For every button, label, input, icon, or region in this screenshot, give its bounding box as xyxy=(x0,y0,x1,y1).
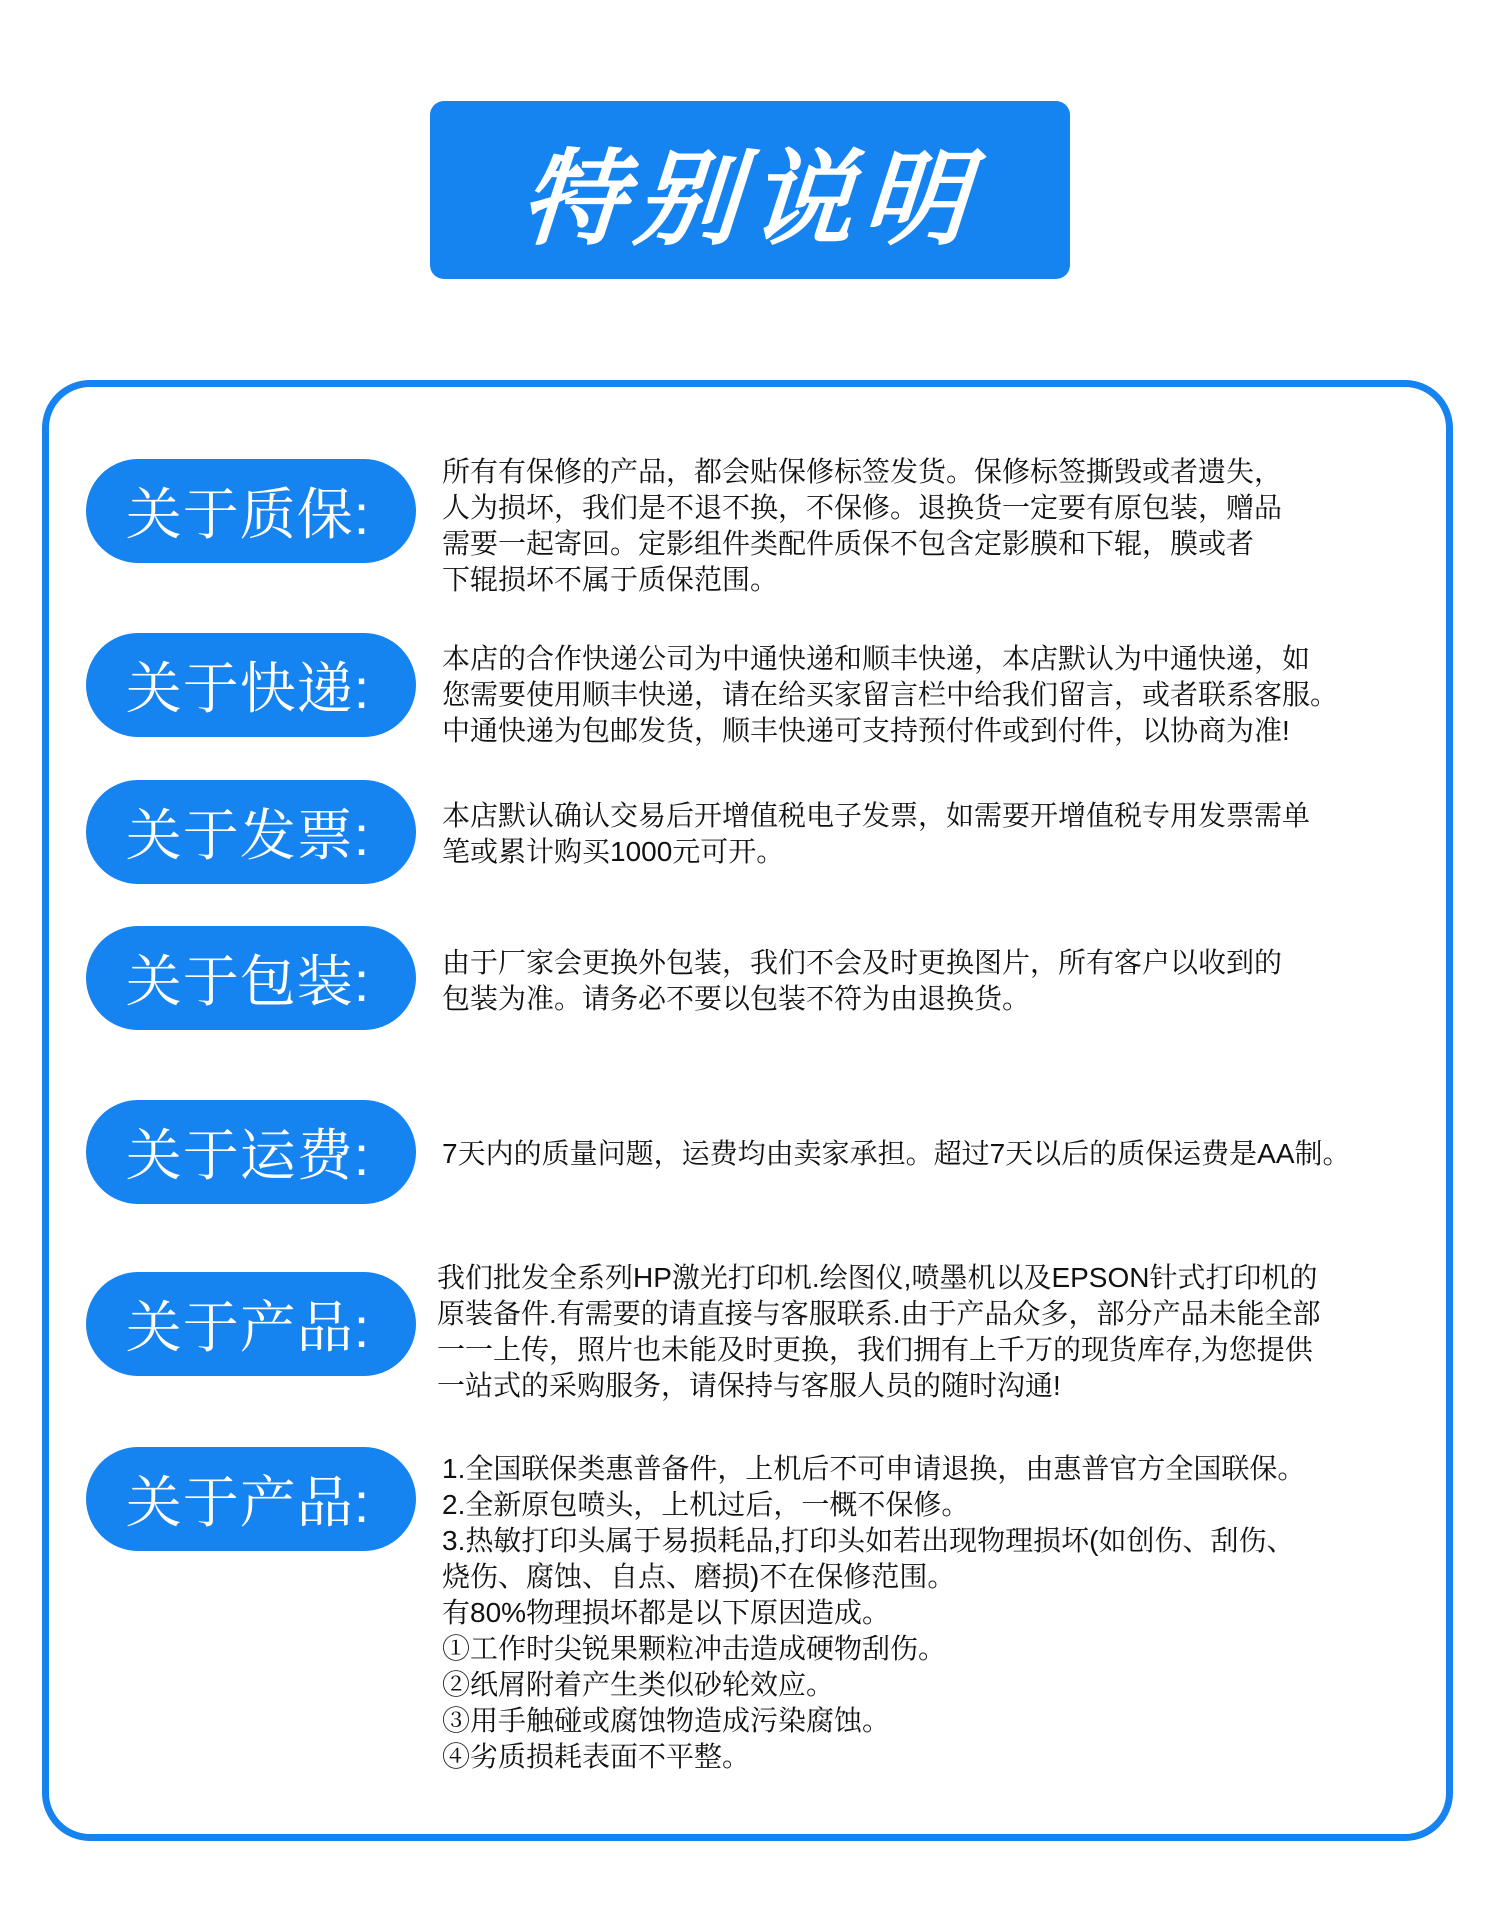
section-text-shipping: 本店的合作快递公司为中通快递和顺丰快递，本店默认为中通快递，如 您需要使用顺丰快递，请在给买家留言栏中给我们留言，或者联系客服。 中通快递为包邮发货，顺丰快递可支持预付件或到付件，以协商为准! xyxy=(442,643,1339,746)
section-label-packaging: 关于包装: xyxy=(86,926,416,1030)
page-title: 特别说明 xyxy=(517,137,982,260)
section-label-shipping: 关于快递: xyxy=(86,633,416,737)
section-text-products: 我们批发全系列HP激光打印机.绘图仪,喷墨机以及EPSON针式打印机的 原装备件.有需要的请直接与客服联系.由于产品众多，部分产品未能全部 一一上传，照片也未能及时更换，我们拥有上千万的现货库存,为您提供 一站式的采购服务，请保持与客服人员的随时沟通! xyxy=(437,1262,1321,1401)
title-banner xyxy=(430,101,1070,279)
section-text-products-warranty: 1.全国联保类惠普备件，上机后不可申请退换，由惠普官方全国联保。 2.全新原包喷头，上机过后，一概不保修。 3.热敏打印头属于易损耗品,打印头如若出现物理损坏(如创伤、刮伤、 烧伤、腐蚀、自点、磨损)不在保修范围。 有80%物理损坏都是以下原因造成。 ①工作时尖锐果颗粒冲击造成硬物刮伤。 ②纸屑附着产生类似砂轮效应。 ③用手触碰或腐蚀物造成污染腐蚀。 ④劣质损耗表面不平整。 xyxy=(442,1453,1306,1772)
section-label-freight: 关于运费: xyxy=(86,1100,416,1204)
section-text-invoice: 本店默认确认交易后开增值税电子发票，如需要开增值税专用发票需单 笔或累计购买1000元可开。 xyxy=(442,800,1311,867)
section-text-warranty: 所有有保修的产品，都会贴保修标签发货。保修标签撕毁或者遗失， 人为损坏，我们是不退不换，不保修。退换货一定要有原包装，赠品 需要一起寄回。定影组件类配件质保不包含定影膜和下辊，膜或者 下辊损坏不属于质保范围。 xyxy=(442,456,1283,595)
section-label-products-warranty: 关于产品: xyxy=(86,1447,416,1551)
section-label-products: 关于产品: xyxy=(86,1272,416,1376)
section-label-warranty: 关于质保: xyxy=(86,459,416,563)
section-text-packaging: 由于厂家会更换外包装，我们不会及时更换图片，所有客户以收到的 包装为准。请务必不要以包装不符为由退换货。 xyxy=(442,947,1283,1014)
section-text-freight: 7天内的质量问题，运费均由卖家承担。超过7天以后的质保运费是AA制。 xyxy=(442,1138,1351,1169)
section-label-invoice: 关于发票: xyxy=(86,780,416,884)
